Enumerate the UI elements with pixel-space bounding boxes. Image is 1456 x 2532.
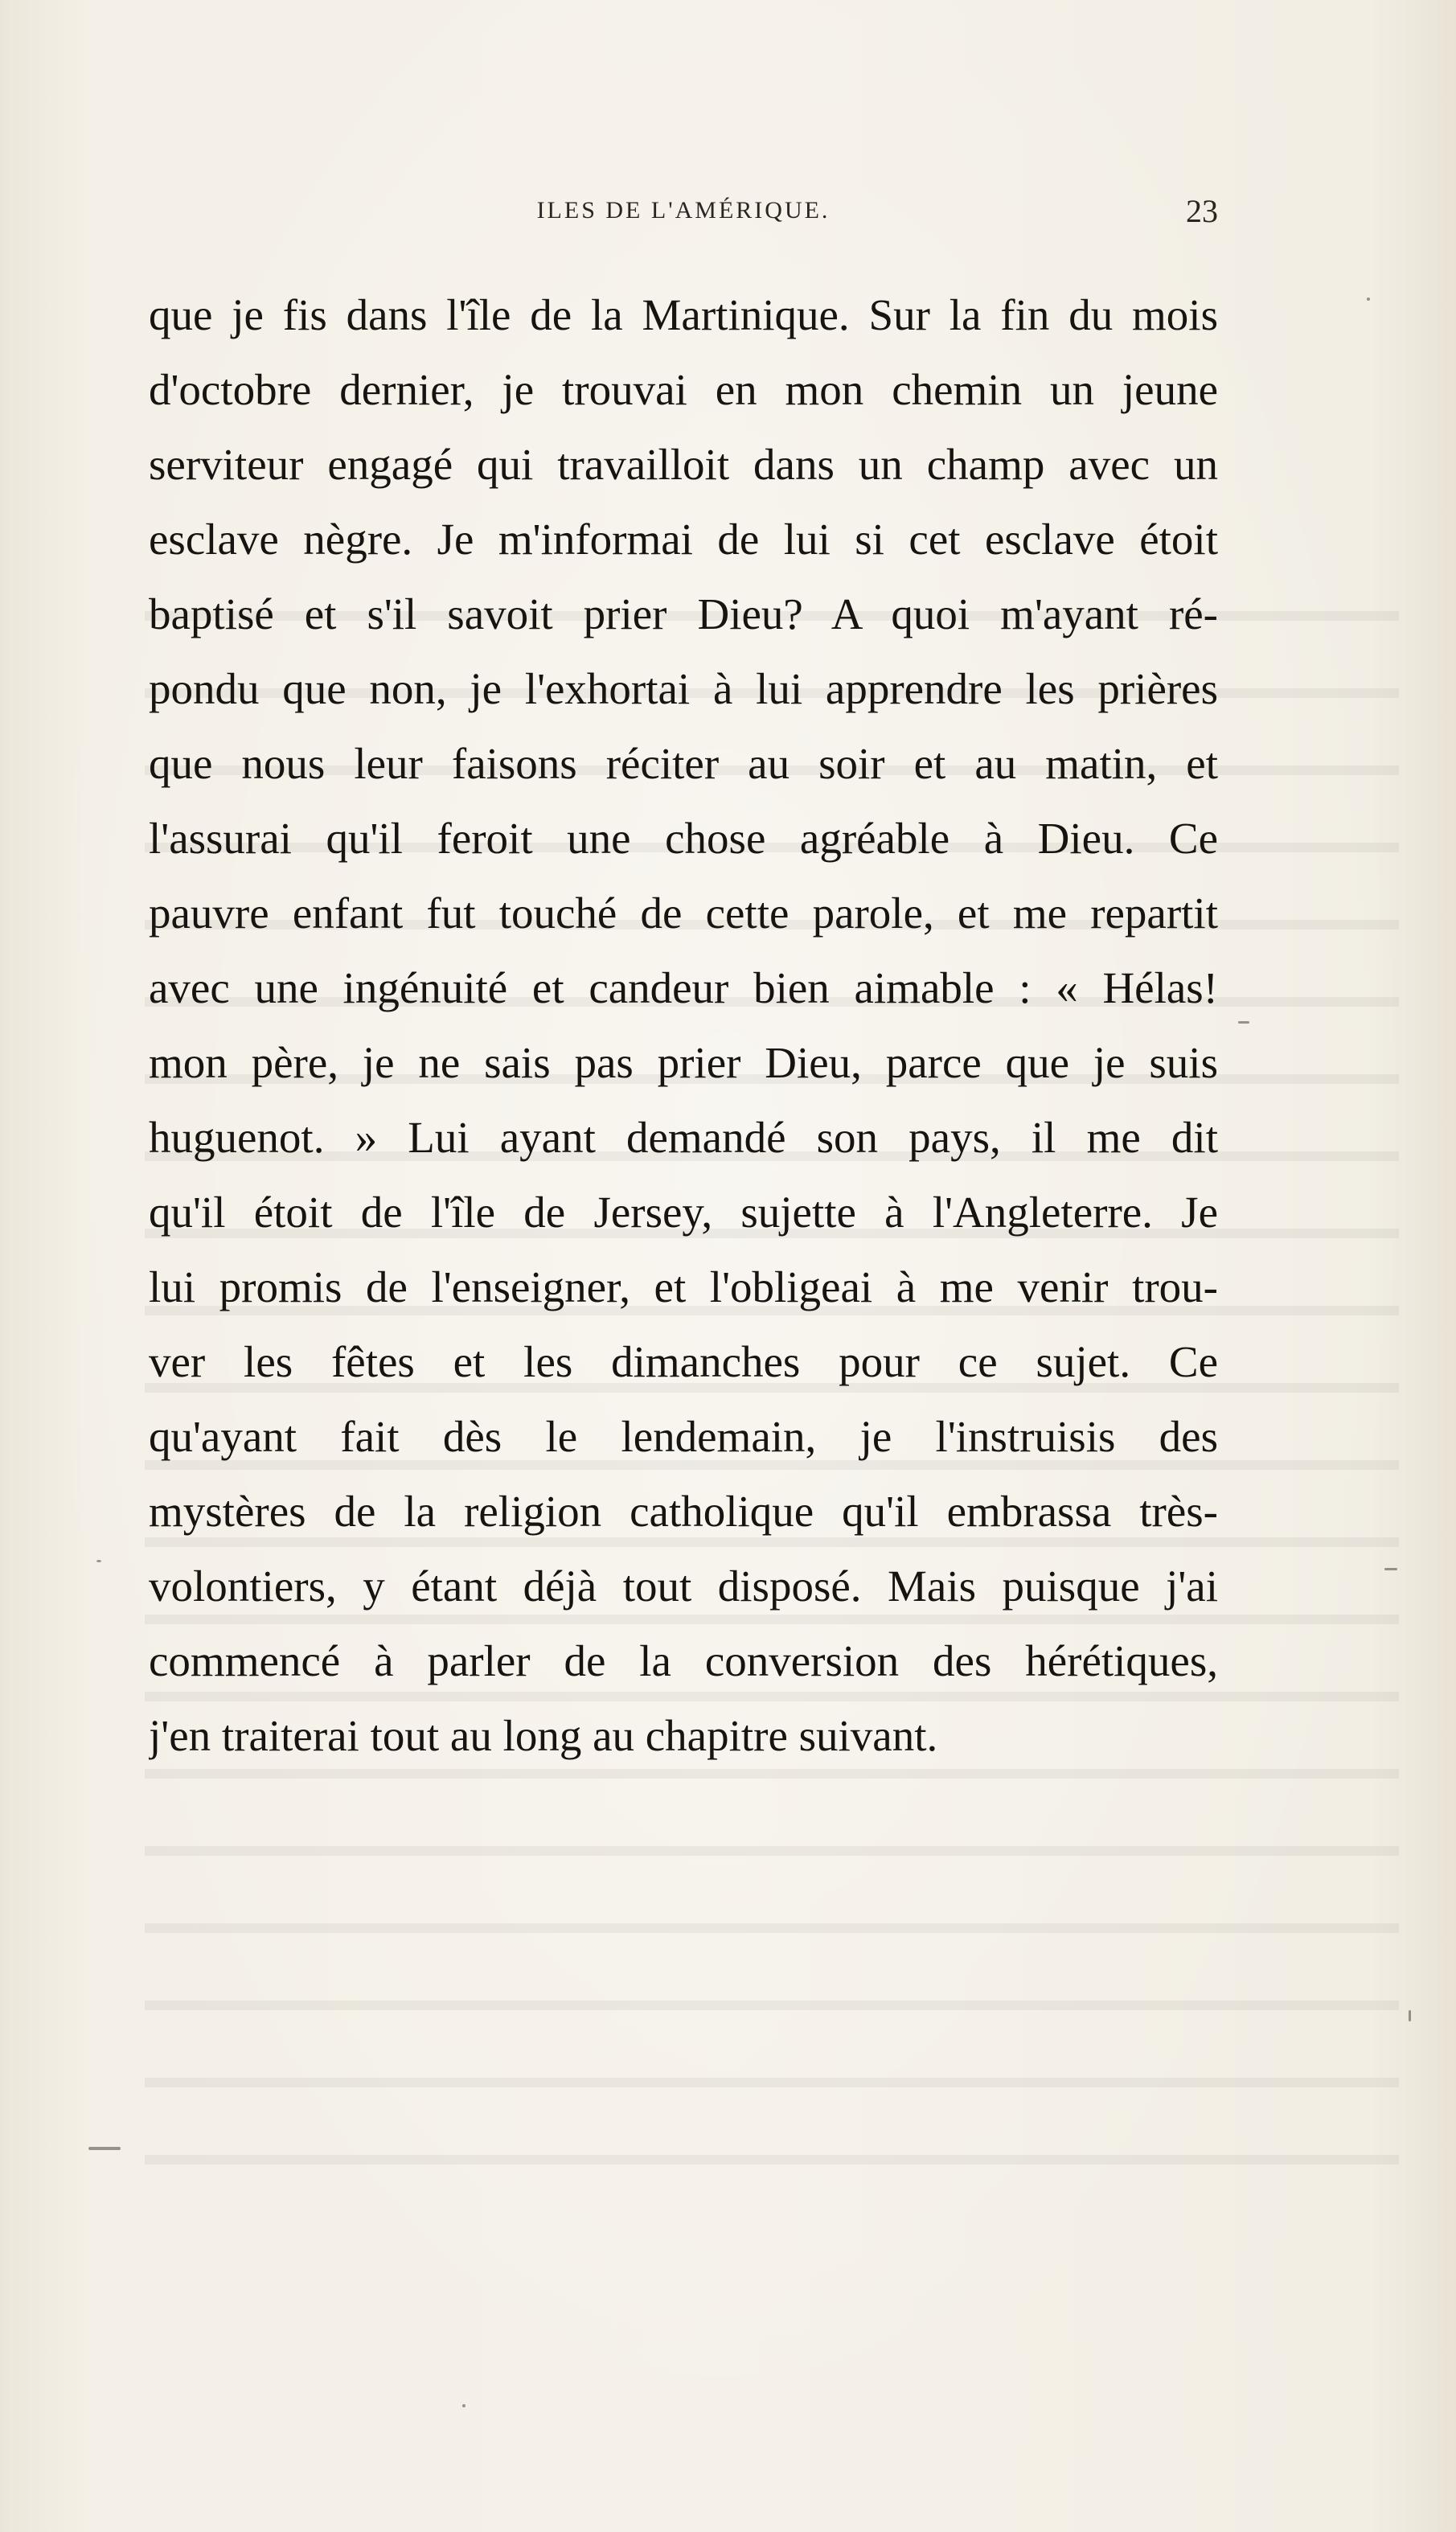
text-line: baptisé et s'il savoit prier Dieu? A quoi m'ayant ré-: [149, 589, 1218, 638]
text-line: ver les fêtes et les dimanches pour ce sujet. Ce: [149, 1337, 1218, 1386]
text-line: que je fis dans l'île de la Martinique. Sur la fin du mois: [149, 290, 1218, 339]
speck: [1238, 1021, 1249, 1024]
text-line: que nous leur faisons réciter au soir et au matin, et: [149, 739, 1218, 788]
text-line: lui promis de l'enseigner, et l'obligeai à me venir trou-: [149, 1262, 1218, 1311]
text-line: volontiers, y étant déjà tout disposé. Mais puisque j'ai: [149, 1561, 1218, 1611]
speck: [1367, 298, 1370, 301]
text-line: mystères de la religion catholique qu'il embrassa très-: [149, 1487, 1218, 1536]
text-line: pauvre enfant fut touché de cette parole, et me repartit: [149, 888, 1218, 938]
speck: [462, 2404, 466, 2407]
text-line: pondu que non, je l'exhortai à lui apprendre les prières: [149, 664, 1218, 713]
speck: [96, 1560, 101, 1562]
text-line: d'octobre dernier, je trouvai en mon chemin un jeune: [149, 365, 1218, 414]
running-head: [149, 193, 1218, 237]
speck: [88, 2147, 121, 2150]
text-line: mon père, je ne sais pas prier Dieu, parce que je suis: [149, 1038, 1218, 1087]
text-line: qu'il étoit de l'île de Jersey, sujette à l'Angleterre. Je: [149, 1188, 1218, 1237]
text-line: commencé à parler de la conversion des hérétiques,: [149, 1636, 1218, 1685]
speck: [1384, 1568, 1397, 1570]
text-line: l'assurai qu'il feroit une chose agréable à Dieu. Ce: [149, 814, 1218, 863]
text-line: qu'ayant fait dès le lendemain, je l'instruisis des: [149, 1412, 1218, 1461]
body-text: [149, 277, 1218, 1773]
page-number: 23: [1186, 193, 1218, 229]
text-line: avec une ingénuité et candeur bien aimable : « Hélas!: [149, 963, 1218, 1012]
text-line: j'en traiterai tout au long au chapitre suivant.: [149, 1711, 938, 1760]
text-line: serviteur engagé qui travailloit dans un champ avec un: [149, 440, 1218, 489]
running-title: ILES DE L'AMÉRIQUE.: [536, 197, 831, 224]
speck: [1409, 2010, 1411, 2021]
text-line: huguenot. » Lui ayant demandé son pays, il me dit: [149, 1113, 1218, 1162]
text-line: esclave nègre. Je m'informai de lui si cet esclave étoit: [149, 515, 1218, 564]
